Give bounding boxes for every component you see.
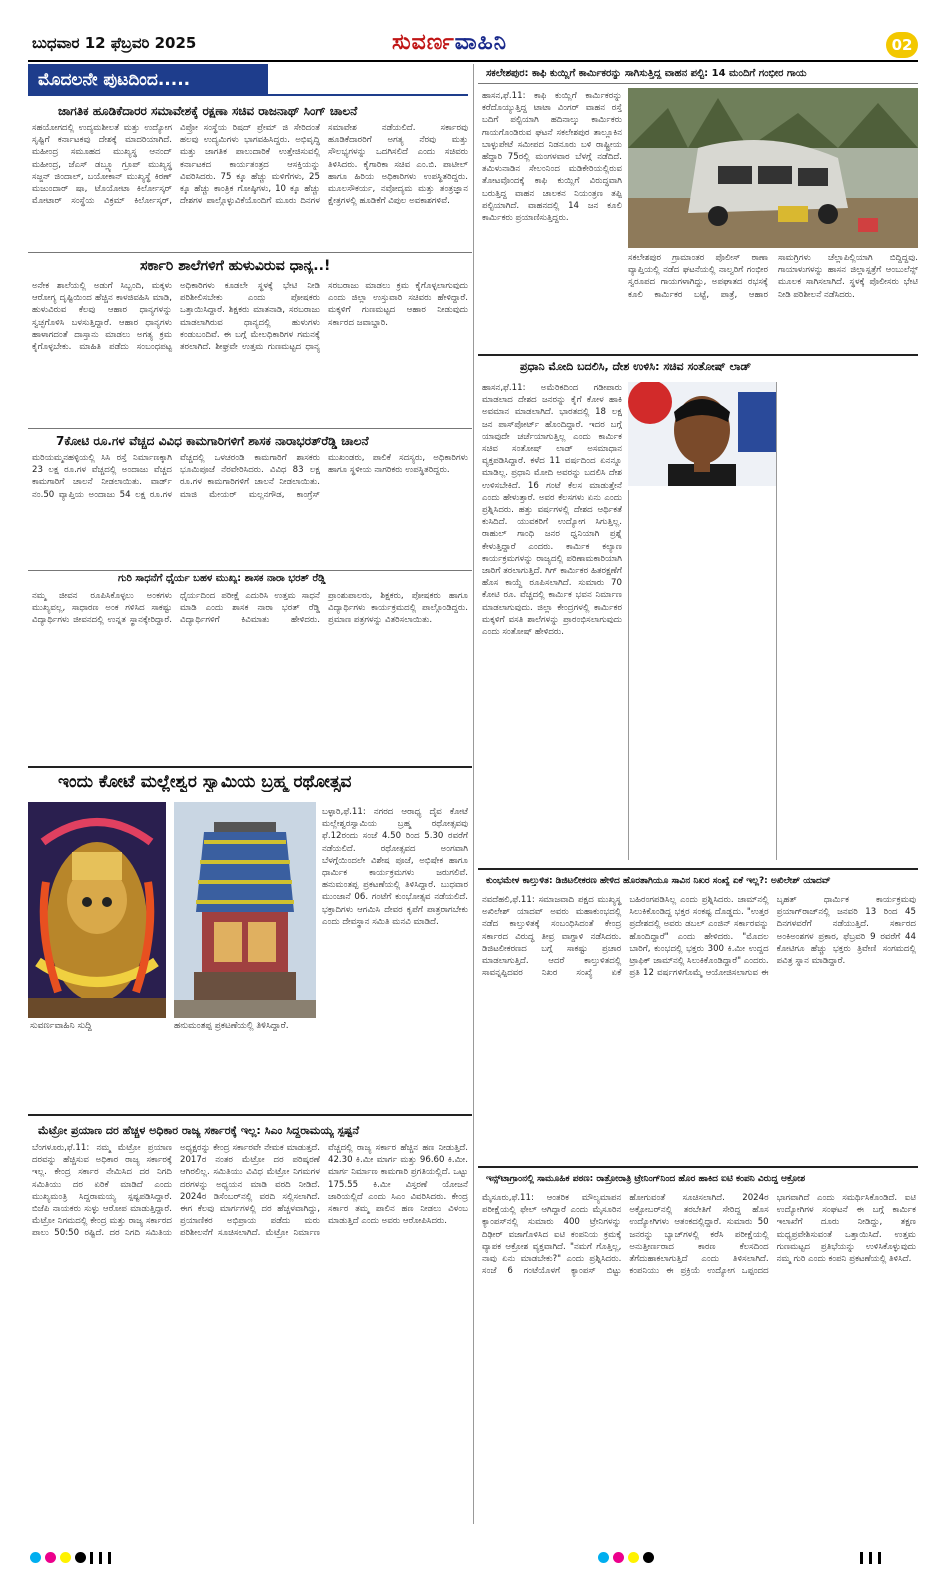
- cyan-dot: [598, 1552, 609, 1563]
- caption-accident: ಸಕಲೇಶಪುರ ಗ್ರಾಮಾಂತರ ಪೊಲೀಸ್ ಠಾಣಾ ವ್ಯಾಪ್ತಿಯಲ್ಲಿ ನಡೆದ ಘಟನೆಯಲ್ಲಿ ನಾಲ್ವರಿಗೆ ಗಂಭೀರ ಸ್ವರೂಪದ ಗಾಯಗಳಾಗಿದ್ದು, ಅಪಘಾತದ ರಭಸಕ್ಕೆ ಕೂಲಿ ಕಾರ್ಮಿಕರ ಬಟ್ಟೆ, ಪಾತ್ರೆ, ಆಹಾರ ಸಾಮಗ್ರಿಗಳು ಚೆಲ್ಲಾಪಿಲ್ಲಿಯಾಗಿ ಬಿದ್ದಿದ್ದವು. ಗಾಯಾಳುಗಳನ್ನು ಹಾಸನ ಜಿಲ್ಲಾಸ್ಪತ್ರೆಗೆ ಆಂಬುಲೆನ್ಸ್ ಮೂಲಕ ಸಾಗಿಸಲಾಗಿದೆ. ಸ್ಥಳಕ್ಕೆ ಪೊಲೀಸರು ಭೇಟಿ ನೀಡಿ ಪರಿಶೀಲನೆ ನಡೆಸಿದರು.: [628, 253, 918, 300]
- divider: [28, 252, 472, 253]
- black-dot: [75, 1552, 86, 1563]
- crop-tick: [108, 1552, 111, 1564]
- headline-kumbh-stampede: ಕುಂಭಮೇಳ ಕಾಲ್ತುಳಿತ: ಡಿಜಿಟಲೀಕರಣ ಹೇಳಿದ ಹೊರತಾಗಿಯೂ ಸಾವಿನ ನಿಖರ ಸಂಖ್ಯೆ ಏಕೆ ಇಲ್ಲ?: ಅಖಿಲೇಶ್ ಯಾದವ್: [486, 876, 831, 886]
- article-santosh-lad: ಹಾಸನ,ಫೆ.11: ಅಮೆರಿಕದಿಂದ ಗಡೀಪಾರು ಮಾಡಲಾದ ದೇಶದ ಜನರನ್ನು ಕೈಗೆ ಕೋಳ ಹಾಕಿ ಅವಮಾನ ಮಾಡಲಾಗಿದೆ. ಭಾರತದಲ್ಲಿ 18 ಲಕ್ಷ ಜನ ಪಾಸ್‌ಪೋರ್ಟ್ ಹೊಂದಿದ್ದಾರೆ. ಇದರ ಬಗ್ಗೆ ಯಾವುದೇ ಚರ್ಚೆಯಾಗುತ್ತಿಲ್ಲ ಎಂದು ಕಾರ್ಮಿಕ ಸಚಿವ ಸಂತೋಷ್ ಲಾಡ್ ಅಸಮಾಧಾನ ವ್ಯಕ್ತಪಡಿಸಿದ್ದಾರೆ. ಕಳೆದ 11 ವರ್ಷದಿಂದ ಏನನ್ನೂ ಮಾಡಿಲ್ಲ. ಪ್ರಧಾನಿ ಮೋದಿ ಅವರನ್ನು ಬದಲಿಸಿ ದೇಶ ಉಳಿಸಬೇಕಿದೆ. 16 ಗಂಟೆ ಕೆಲಸ ಮಾಡುತ್ತೇನೆ ಎಂದು ಹೇಳುತ್ತಾರೆ. ಅವರ ಕೆಲಸಗಳು ಏನು ಎಂದು ಪ್ರಶ್ನಿಸಿದರು. ಹತ್ತು ವರ್ಷಗಳಲ್ಲಿ ದೇಶದ ಆರ್ಥಿಕತೆ ಕುಸಿದಿದೆ. ಯುವಕರಿಗೆ ಉದ್ಯೋಗ ಸಿಗುತ್ತಿಲ್ಲ. ರಾಹುಲ್ ಗಾಂಧಿ ಜನರ ಧ್ವನಿಯಾಗಿ ಪ್ರಶ್ನೆ ಕೇಳುತ್ತಿದ್ದಾರೆ ಎಂದರು. ಕಾರ್ಮಿಕ ಕಲ್ಯಾಣ ಕಾರ್ಯಕ್ರಮಗಳನ್ನು ರಾಜ್ಯದಲ್ಲಿ ಪರಿಣಾಮಕಾರಿಯಾಗಿ ಜಾರಿಗೆ ತರಲಾಗುತ್ತಿದೆ. ಗಿಗ್ ಕಾರ್ಮಿಕರ ಹಿತರಕ್ಷಣೆಗೆ ಹೊಸ ಕಾಯ್ದೆ ರೂಪಿಸಲಾಗಿದೆ. ಸುಮಾರು 70 ಕೋಟಿ ರೂ. ವೆಚ್ಚದಲ್ಲಿ ಕಾರ್ಮಿಕ ಭವನ ನಿರ್ಮಾಣ ಮಾಡಲಾಗುವುದು. ಜಿಲ್ಲಾ ಕೇಂದ್ರಗಳಲ್ಲಿ ಕಾರ್ಮಿಕರ ಮಕ್ಕಳಿಗೆ ವಸತಿ ಶಾಲೆಗಳನ್ನು ಪ್ರಾರಂಭಿಸಲಾಗುವುದು ಎಂದು ಸಂತೋಷ್ ಹೇಳಿದರು.: [482, 383, 622, 638]
- crop-tick: [99, 1552, 102, 1564]
- article-investors-meet: ಸಹಯೋಗದಲ್ಲಿ ಉದ್ಯಮಶೀಲತೆ ಮತ್ತು ಉದ್ಯೋಗ ಸೃಷ್ಟಿಗೆ ಕರ್ನಾಟಕವು ದೇಶಕ್ಕೆ ಮಾದರಿಯಾಗಿದೆ. ಮಹೀಂದ್ರ ಸಮೂಹದ ಮುಖ್ಯಸ್ಥ ಆನಂದ್ ಮಹೀಂದ್ರ, ಜೆಎಸ್ ಡಬ್ಲ್ಯೂ ಗ್ರೂಪ್ ಮುಖ್ಯಸ್ಥ ಸಜ್ಜನ್ ಜಿಂದಾಲ್, ಬಯೋಕಾನ್ ಮುಖ್ಯಸ್ಥೆ ಕಿರಣ್ ಮಜುಂದಾರ್ ಷಾ, ಟೊಯೋಟಾ ಕಿರ್ಲೋಸ್ಕರ್ ಮೋಟಾರ್ ಸಂಸ್ಥೆಯ ವಿಕ್ರಮ್ ಕಿರ್ಲೋಸ್ಕರ್, ವಿಪ್ರೋ ಸಂಸ್ಥೆಯ ರಿಷದ್ ಪ್ರೇಮ್ ಜಿ ಸೇರಿದಂತೆ ಹಲವು ಉದ್ಯಮಿಗಳು ಭಾಗವಹಿಸಿದ್ದರು. ಅಭಿವೃದ್ಧಿ ಮತ್ತು ಜಾಗತಿಕ ಪಾಲುದಾರಿಕೆ ಉತ್ತೇಜಿಸುವಲ್ಲಿ ಕರ್ನಾಟಕದ ಕಾರ್ಯತಂತ್ರದ ಆಸಕ್ತಿಯನ್ನು ವಿವರಿಸಿದರು. 75 ಕ್ಕೂ ಹೆಚ್ಚು ಮಳಿಗೆಗಳು, 25 ಕ್ಕೂ ಹೆಚ್ಚು ಕಾಂತ್ರಿಕ ಗೋಷ್ಠಿಗಳು, 10 ಕ್ಕೂ ಹೆಚ್ಚು ದೇಶಗಳ ಪಾಲ್ಗೊಳ್ಳುವಿಕೆಯೊಂದಿಗೆ ಮೂರು ದಿನಗಳ ಸಮಾವೇಶ ನಡೆಯಲಿದೆ. ಸರ್ಕಾರವು ಹೂಡಿಕೆದಾರರಿಗೆ ಅಗತ್ಯ ನೆರವು ಮತ್ತು ಸೌಲಭ್ಯಗಳನ್ನು ಒದಗಿಸಲಿದೆ ಎಂದು ಸಚಿವರು ತಿಳಿಸಿದರು. ಕೈಗಾರಿಕಾ ಸಚಿವ ಎಂ.ಬಿ. ಪಾಟೀಲ್ ಹಾಗೂ ಹಿರಿಯ ಅಧಿಕಾರಿಗಳು ಉಪಸ್ಥಿತರಿದ್ದರು. ಮೂಲಸೌಕರ್ಯ, ನವೋದ್ಯಮ ಮತ್ತು ತಂತ್ರಜ್ಞಾನ ಕ್ಷೇತ್ರಗಳಲ್ಲಿ ಹೂಡಿಕೆಗೆ ವಿಪುಲ ಅವಕಾಶಗಳಿವೆ.: [32, 123, 468, 207]
- photo-accident: [628, 88, 918, 248]
- logo-left: ಸುವರ್ಣ: [392, 30, 455, 55]
- photo-chariot: [174, 802, 316, 1018]
- article-kumbh-stampede: ನವದೆಹಲಿ,ಫೆ.11: ಸಮಾಜವಾದಿ ಪಕ್ಷದ ಮುಖ್ಯಸ್ಥ ಅಖಿಲೇಶ್ ಯಾದವ್ ಅವರು ಮಹಾಕುಂಭದಲ್ಲಿ ನಡೆದ ಕಾಲ್ತುಳಿತಕ್ಕೆ ಸಂಬಂಧಿಸಿದಂತೆ ಕೇಂದ್ರ ಸರ್ಕಾರದ ವಿರುದ್ಧ ತೀವ್ರ ವಾಗ್ದಾಳಿ ನಡೆಸಿದರು. ಡಿಜಿಟಲೀಕರಣದ ಬಗ್ಗೆ ಸಾಕಷ್ಟು ಪ್ರಚಾರ ಮಾಡಲಾಗುತ್ತಿದೆ. ಆದರೆ ಕಾಲ್ತುಳಿತದಲ್ಲಿ ಸಾವನ್ನಪ್ಪಿದವರ ನಿಖರ ಸಂಖ್ಯೆ ಏಕೆ ಬಹಿರಂಗಪಡಿಸಿಲ್ಲ ಎಂದು ಪ್ರಶ್ನಿಸಿದರು. ಜಾಮ್‌ನಲ್ಲಿ ಸಿಲುಕಿಕೊಂಡಿದ್ದ ಭಕ್ತರ ಸಂಕಷ್ಟ ದೊಡ್ಡದು. "ಉತ್ತರ ಪ್ರದೇಶದಲ್ಲಿ ಅವರು ಡಬಲ್ ಎಂಜಿನ್ ಸರ್ಕಾರವನ್ನು ಹೊಂದಿದ್ದಾರೆ" ಎಂದು ಹೇಳಿದರು. "ಮೊದಲ ಬಾರಿಗೆ, ಕುಂಭದಲ್ಲಿ ಭಕ್ತರು 300 ಕಿ.ಮೀ ಉದ್ದದ ಟ್ರಾಫಿಕ್ ಜಾಮ್‌ನಲ್ಲಿ ಸಿಲುಕಿಕೊಂಡಿದ್ದಾರೆ" ಎಂದರು. ಪ್ರತಿ 12 ವರ್ಷಗಳಿಗೊಮ್ಮೆ ಆಯೋಜಿಸಲಾಗುವ ಈ ಬೃಹತ್ ಧಾರ್ಮಿಕ ಕಾರ್ಯಕ್ರಮವು ಪ್ರಯಾಗ್‌ರಾಜ್‌ನಲ್ಲಿ ಜನವರಿ 13 ರಿಂದ 45 ದಿನಗಳವರೆಗೆ ನಡೆಯುತ್ತಿದೆ. ಸರ್ಕಾರದ ಅಂಕಿಅಂಶಗಳ ಪ್ರಕಾರ, ಫೆಬ್ರವರಿ 9 ರವರೆಗೆ 44 ಕೋಟಿಗೂ ಹೆಚ್ಚು ಭಕ್ತರು ತ್ರಿವೇಣಿ ಸಂಗಮದಲ್ಲಿ ಪವಿತ್ರ ಸ್ನಾನ ಮಾಡಿದ್ದಾರೆ.: [482, 895, 916, 979]
- headline-courage-goal: ಗುರಿ ಸಾಧನೆಗೆ ಧೈರ್ಯ ಬಹಳ ಮುಖ್ಯ: ಶಾಸಕ ನಾರಾ ಭರತ್ ರೆಡ್ಡಿ: [118, 573, 326, 584]
- divider: [478, 354, 918, 356]
- page-number-badge: 02: [886, 32, 918, 58]
- headline-accident: ಸಕಲೇಶಪುರ: ಕಾಫಿ ಕುಯ್ಲಿಗೆ ಕಾರ್ಮಿಕರನ್ನು ಸಾಗಿಸುತ್ತಿದ್ದ ವಾಹನ ಪಲ್ಟಿ: 14 ಮಂದಿಗೆ ಗಂಭೀರ ಗಾಯ: [486, 68, 807, 79]
- column-divider: [776, 382, 777, 860]
- headline-rathotsava: ಇಂದು ಕೋಟೆ ಮಲ್ಲೇಶ್ವರ ಸ್ವಾಮಿಯ ಬ್ರಹ್ಮ ರಥೋತ್ಸವ: [58, 772, 352, 792]
- photo-santosh-lad: [628, 382, 776, 486]
- article-works-inauguration: ಮರಿಯಮ್ಮನಹಳ್ಳಿಯಲ್ಲಿ ಸಿಸಿ ರಸ್ತೆ ನಿರ್ಮಾಣಕ್ಕಾಗಿ 23 ಲಕ್ಷ ರೂ.ಗಳ ವೆಚ್ಚದಲ್ಲಿ ಅಂದಾಜು ವೆಚ್ಚದ ಕಾಮಗಾರಿಗೆ ಚಾಲನೆ ನೀಡಲಾಯಿತು. ವಾರ್ಡ್ ನಂ.50 ವ್ಯಾಪ್ತಿಯ ಅಂದಾಜು 54 ಲಕ್ಷ ರೂ.ಗಳ ವೆಚ್ಚದಲ್ಲಿ ಒಳಚರಂಡಿ ಕಾಮಗಾರಿಗೆ ಶಾಸಕರು ಭೂಮಿಪೂಜೆ ನೆರವೇರಿಸಿದರು. ವಿವಿಧ 83 ಲಕ್ಷ ರೂ.ಗಳ ಕಾಮಗಾರಿಗಳಿಗೆ ಚಾಲನೆ ನೀಡಲಾಯಿತು. ಮಾಜಿ ಮೇಯರ್ ಮಲ್ಲನಗೌಡ, ಕಾಂಗ್ರೆಸ್ ಮುಖಂಡರು, ಪಾಲಿಕೆ ಸದಸ್ಯರು, ಅಧಿಕಾರಿಗಳು ಹಾಗೂ ಸ್ಥಳೀಯ ನಾಗರಿಕರು ಉಪಸ್ಥಿತರಿದ್ದರು.: [32, 453, 468, 500]
- registration-marks-left: [30, 1552, 86, 1563]
- masthead-date: ಬುಧವಾರ 12 ಫೆಬ್ರವರಿ 2025: [32, 34, 197, 52]
- headline-works-inauguration: 7ಕೋಟಿ ರೂ.ಗಳ ವೆಚ್ಚದ ವಿವಿಧ ಕಾಮಗಾರಿಗಳಿಗೆ ಶಾಸಕ ನಾರಾಭರತ್‌ರೆಡ್ಡಿ ಚಾಲನೆ: [56, 434, 369, 448]
- headline-school-grain: ಸರ್ಕಾರಿ ಶಾಲೆಗಳಿಗೆ ಹುಳುವಿರುವ ಧಾನ್ಯ..!: [140, 258, 331, 274]
- divider: [28, 766, 472, 768]
- logo-right: ವಾಹಿನಿ: [454, 30, 508, 55]
- registration-marks-right: [598, 1552, 654, 1563]
- divider: [28, 570, 472, 571]
- column-divider: [628, 490, 629, 860]
- cyan-dot: [30, 1552, 41, 1563]
- magenta-dot: [45, 1552, 56, 1563]
- crop-tick: [869, 1552, 872, 1564]
- magenta-dot: [613, 1552, 624, 1563]
- article-school-grain: ಅನೇಕ ಶಾಲೆಯಲ್ಲಿ ಅಡುಗೆ ಸಿಬ್ಬಂದಿ, ಮಕ್ಕಳು ಆರೋಗ್ಯ ದೃಷ್ಟಿಯಿಂದ ಹೆಚ್ಚಿನ ಕಾಳಜಿವಹಿಸಿ ಮಾಡಿ, ಹುಳುವಿರುವ ಕೆಲವು ಆಹಾರ ಧಾನ್ಯಗಳನ್ನು ಸ್ವಚ್ಛಗೊಳಿಸಿ ಬಳಸುತ್ತಿದ್ದಾರೆ. ಆಹಾರ ಧಾನ್ಯಗಳು ಹಾಳಾಗದಂತೆ ದಾಸ್ತಾನು ಮಾಡಲು ಅಗತ್ಯ ಕ್ರಮ ಕೈಗೊಳ್ಳಬೇಕು. ಮಾಹಿತಿ ಪಡೆದು ಸಂಬಂಧಪಟ್ಟ ಅಧಿಕಾರಿಗಳು ಕೂಡಲೇ ಸ್ಥಳಕ್ಕೆ ಭೇಟಿ ನೀಡಿ ಪರಿಶೀಲಿಸಬೇಕು ಎಂದು ಪೋಷಕರು ಒತ್ತಾಯಿಸಿದ್ದಾರೆ. ಶಿಕ್ಷಕರು ಮಾತನಾಡಿ, ಸರಬರಾಜು ಮಾಡಲಾಗಿರುವ ಧಾನ್ಯದಲ್ಲಿ ಹುಳುಗಳು ಕಂಡುಬಂದಿವೆ. ಈ ಬಗ್ಗೆ ಮೇಲಧಿಕಾರಿಗಳ ಗಮನಕ್ಕೆ ತರಲಾಗಿದೆ. ಶೀಘ್ರವೇ ಉತ್ತಮ ಗುಣಮಟ್ಟದ ಧಾನ್ಯ ಸರಬರಾಜು ಮಾಡಲು ಕ್ರಮ ಕೈಗೊಳ್ಳಲಾಗುವುದು ಎಂದು ಜಿಲ್ಲಾ ಉಸ್ತುವಾರಿ ಸಚಿವರು ಹೇಳಿದ್ದಾರೆ. ಮಕ್ಕಳಿಗೆ ಗುಣಮಟ್ಟದ ಆಹಾರ ನೀಡುವುದು ಸರ್ಕಾರದ ಜವಾಬ್ದಾರಿ.: [32, 281, 468, 353]
- photo-deity: [28, 802, 166, 1018]
- section-banner: ಮೊದಲನೇ ಪುಟದಿಂದ.....: [28, 64, 268, 96]
- crop-tick: [90, 1552, 93, 1564]
- article-metro-fare: ಬೆಂಗಳೂರು,ಫೆ.11: ನಮ್ಮ ಮೆಟ್ರೋ ಪ್ರಯಾಣ ದರವನ್ನು ಹೆಚ್ಚಿಸುವ ಅಧಿಕಾರ ರಾಜ್ಯ ಸರ್ಕಾರಕ್ಕೆ ಇಲ್ಲ. ಕೇಂದ್ರ ಸರ್ಕಾರ ನೇಮಿಸಿದ ದರ ನಿಗದಿ ಸಮಿತಿಯು ದರ ಏರಿಕೆ ಮಾಡಿದೆ ಎಂದು ಮುಖ್ಯಮಂತ್ರಿ ಸಿದ್ದರಾಮಯ್ಯ ಸ್ಪಷ್ಟಪಡಿಸಿದ್ದಾರೆ. ಬಿಜೆಪಿ ನಾಯಕರು ಸುಳ್ಳು ಆರೋಪ ಮಾಡುತ್ತಿದ್ದಾರೆ. ಮೆಟ್ರೋ ನಿಗಮದಲ್ಲಿ ಕೇಂದ್ರ ಮತ್ತು ರಾಜ್ಯ ಸರ್ಕಾರದ ಪಾಲು 50:50 ರಷ್ಟಿದೆ. ದರ ನಿಗದಿ ಸಮಿತಿಯ ಅಧ್ಯಕ್ಷರನ್ನು ಕೇಂದ್ರ ಸರ್ಕಾರವೇ ನೇಮಕ ಮಾಡುತ್ತದೆ. 2017ರ ನಂತರ ಮೆಟ್ರೋ ದರ ಪರಿಷ್ಕರಣೆ ಆಗಿರಲಿಲ್ಲ. ಸಮಿತಿಯು ವಿವಿಧ ಮೆಟ್ರೋ ನಿಗಮಗಳ ದರಗಳನ್ನು ಅಧ್ಯಯನ ಮಾಡಿ ವರದಿ ನೀಡಿದೆ. 2024ರ ಡಿಸೆಂಬರ್‌ನಲ್ಲಿ ವರದಿ ಸಲ್ಲಿಸಲಾಗಿದೆ. ಈಗ ಕೆಲವು ಮಾರ್ಗಗಳಲ್ಲಿ ದರ ಹೆಚ್ಚಳವಾಗಿದ್ದು, ಪ್ರಯಾಣಿಕರ ಅಭಿಪ್ರಾಯ ಪಡೆದು ಮರು ಪರಿಶೀಲನೆಗೆ ಸೂಚಿಸಲಾಗಿದೆ. ಮೆಟ್ರೋ ನಿರ್ಮಾಣ ವೆಚ್ಚದಲ್ಲಿ ರಾಜ್ಯ ಸರ್ಕಾರ ಹೆಚ್ಚಿನ ಹಣ ನೀಡುತ್ತಿದೆ. 42.30 ಕಿ.ಮೀ ಮಾರ್ಗ ಮತ್ತು 96.60 ಕಿ.ಮೀ. ಮಾರ್ಗ ನಿರ್ಮಾಣ ಕಾಮಗಾರಿ ಪ್ರಗತಿಯಲ್ಲಿದೆ. ಒಟ್ಟು 175.55 ಕಿ.ಮೀ ವಿಸ್ತರಣೆ ಯೋಜನೆ ಜಾರಿಯಲ್ಲಿದೆ ಎಂದು ಸಿಎಂ ವಿವರಿಸಿದರು. ಕೇಂದ್ರ ಸರ್ಕಾರ ತಮ್ಮ ಪಾಲಿನ ಹಣ ನೀಡಲು ವಿಳಂಬ ಮಾಡುತ್ತಿದೆ ಎಂದು ಅವರು ಆರೋಪಿಸಿದರು.: [32, 1143, 468, 1239]
- column-divider: [473, 64, 474, 1524]
- headline-santosh-lad: ಪ್ರಧಾನಿ ಮೋದಿ ಬದಲಿಸಿ, ದೇಶ ಉಳಿಸಿ: ಸಚಿವ ಸಂತೋಷ್ ಲಾಡ್: [520, 360, 752, 373]
- article-accident: ಹಾಸನ,ಫೆ.11: ಕಾಫಿ ಕುಯ್ಲಿಗೆ ಕಾರ್ಮಿಕರನ್ನು ಕರೆದೊಯ್ಯುತ್ತಿದ್ದ ಟಾಟಾ ವಿಂಗರ್ ವಾಹನ ರಸ್ತೆ ಬದಿಗೆ ಪಲ್ಟಿಯಾಗಿ ಹದಿನಾಲ್ಕು ಕಾರ್ಮಿಕರು ಗಾಯಗೊಂಡಿರುವ ಘಟನೆ ಸಕಲೇಶಪುರ ತಾಲ್ಲೂಕಿನ ಬಾಳ್ಳುಪೇಟೆ ಸಮೀಪದ ನಿಡನೂರು ಬಳಿ ರಾಷ್ಟ್ರೀಯ ಹೆದ್ದಾರಿ 75ರಲ್ಲಿ ಮಂಗಳವಾರ ಬೆಳಗ್ಗೆ ನಡೆದಿದೆ. ತಮಿಳುನಾಡಿನ ಸೇಲಂನಿಂದ ಮಡಿಕೇರಿಯಲ್ಲಿರುವ ತೋಟವೊಂದಕ್ಕೆ ಕಾಫಿ ಕುಯ್ಲಿಗೆ ವಿರುದ್ಧವಾಗಿ ಬರುತ್ತಿದ್ದ ವಾಹನ ಚಾಲಕನ ನಿಯಂತ್ರಣ ತಪ್ಪಿ ಪಲ್ಟಿಯಾಗಿದೆ. ವಾಹನದಲ್ಲಿ 14 ಜನ ಕೂಲಿ ಕಾರ್ಮಿಕರು ಪ್ರಯಾಣಿಸುತ್ತಿದ್ದರು.: [482, 91, 622, 224]
- masthead-rule: [28, 60, 918, 62]
- headline-metro-fare: ಮೆಟ್ರೋ ಪ್ರಯಾಣ ದರ ಹೆಚ್ಚಳ ಅಧಿಕಾರ ರಾಜ್ಯ ಸರ್ಕಾರಕ್ಕೆ ಇಲ್ಲ: ಸಿಎಂ ಸಿದ್ದರಾಮಯ್ಯ ಸ್ಪಷ್ಟನೆ: [38, 1124, 360, 1137]
- divider: [478, 83, 918, 84]
- divider: [28, 428, 472, 429]
- banner-underline: [268, 94, 468, 96]
- black-dot: [643, 1552, 654, 1563]
- crop-tick: [860, 1552, 863, 1564]
- headline-investors-meet: ಜಾಗತಿಕ ಹೂಡಿಕೆದಾರರ ಸಮಾವೇಶಕ್ಕೆ ರಕ್ಷಣಾ ಸಚಿವ ರಾಜನಾಥ್ ಸಿಂಗ್ ಚಾಲನೆ: [58, 104, 358, 118]
- newspaper-logo: [392, 30, 507, 55]
- yellow-dot: [60, 1552, 71, 1563]
- headline-it-trainees: ಇನ್ಸ್‌ಟಾಗ್ರಾಂನಲ್ಲಿ ಸಾಮೂಹಿಕ ಪಠಣ: ರಾತ್ರೋರಾತ್ರಿ ಟ್ರೇನಿಂಗ್‌ನಿಂದ ಹೊರ ಹಾಕಿದ ಐಟಿ ಕಂಪನಿ ವಿರುದ್ಧ ಆಕ್ರೋಶ: [486, 1174, 806, 1184]
- article-it-trainees: ಮೈಸೂರು,ಫೆ.11: ಆಂತರಿಕ ಮೌಲ್ಯಮಾಪನ ಪರೀಕ್ಷೆಯಲ್ಲಿ ಫೇಲ್ ಆಗಿದ್ದಾರೆ ಎಂದು ಮೈಸೂರಿನ ಕ್ಯಾಂಪಸ್‌ನಲ್ಲಿ ಸುಮಾರು 400 ಟ್ರೇನಿಗಳನ್ನು ದಿಢೀರ್ ವಜಾಗೊಳಿಸಿದ ಐಟಿ ಕಂಪನಿಯ ಕ್ರಮಕ್ಕೆ ವ್ಯಾಪಕ ಆಕ್ರೋಶ ವ್ಯಕ್ತವಾಗಿದೆ. "ನಮಗೆ ಗೊತ್ತಿಲ್ಲ, ನಾವು ಏನು ಮಾಡಬೇಕು?" ಎಂದು ಪ್ರಶ್ನಿಸಿದರು. ಸಂಜೆ 6 ಗಂಟೆಯೊಳಗೆ ಕ್ಯಾಂಪಸ್ ಬಿಟ್ಟು ಹೋಗುವಂತೆ ಸೂಚಿಸಲಾಗಿದೆ. 2024ರ ಅಕ್ಟೋಬರ್‌ನಲ್ಲಿ ತರಬೇತಿಗೆ ಸೇರಿದ್ದ ಹೊಸ ಉದ್ಯೋಗಿಗಳು ಆತಂಕದಲ್ಲಿದ್ದಾರೆ. ಸುಮಾರು 50 ಜನರನ್ನು ಬ್ಯಾಚ್‌ಗಳಲ್ಲಿ ಕರೆಸಿ ಪರೀಕ್ಷೆಯಲ್ಲಿ ಅನುತ್ತೀರ್ಣರಾದ ಕಾರಣ ಕೆಲಸದಿಂದ ತೆಗೆದುಹಾಕಲಾಗುತ್ತಿದೆ ಎಂದು ತಿಳಿಸಲಾಗಿದೆ. ಕಂಪನಿಯು ಈ ಪ್ರಕ್ರಿಯೆ ಉದ್ಯೋಗ ಒಪ್ಪಂದದ ಭಾಗವಾಗಿದೆ ಎಂದು ಸಮರ್ಥಿಸಿಕೊಂಡಿದೆ. ಐಟಿ ಉದ್ಯೋಗಿಗಳ ಸಂಘಟನೆ ಈ ಬಗ್ಗೆ ಕಾರ್ಮಿಕ ಇಲಾಖೆಗೆ ದೂರು ನೀಡಿದ್ದು, ತಕ್ಷಣ ಮಧ್ಯಪ್ರವೇಶಿಸುವಂತೆ ಒತ್ತಾಯಿಸಿದೆ. ಉತ್ತಮ ಗುಣಮಟ್ಟದ ಪ್ರತಿಭೆಯನ್ನು ಉಳಿಸಿಕೊಳ್ಳುವುದು ನಮ್ಮ ಗುರಿ ಎಂದು ಕಂಪನಿ ಪ್ರಕಟಣೆಯಲ್ಲಿ ತಿಳಿಸಿದೆ.: [482, 1193, 916, 1277]
- crop-tick: [878, 1552, 881, 1564]
- divider: [28, 1114, 472, 1116]
- divider: [478, 1166, 918, 1168]
- caption-deity: ಸುವರ್ಣವಾಹಿನಿ ಸುದ್ದಿ: [30, 1021, 92, 1031]
- caption-chariot: ಹನುಮಂತಪ್ಪ ಪ್ರಕಟಣೆಯಲ್ಲಿ ತಿಳಿಸಿದ್ದಾರೆ.: [174, 1021, 289, 1031]
- divider: [478, 868, 918, 870]
- article-courage-goal: ನಮ್ಮ ಜೀವನ ರೂಪಿಸಿಕೊಳ್ಳಲು ಅಂಕಗಳು ಮುಖ್ಯವಲ್ಲ, ಸಾಧಾರಣ ಅಂಕ ಗಳಿಸಿದ ಸಾಕಷ್ಟು ವಿದ್ಯಾರ್ಥಿಗಳು ಜೀವನದಲ್ಲಿ ಉನ್ನತ ಸ್ಥಾನಕ್ಕೇರಿದ್ದಾರೆ. ಧೈರ್ಯದಿಂದ ಪರೀಕ್ಷೆ ಎದುರಿಸಿ ಉತ್ತಮ ಸಾಧನೆ ಮಾಡಿ ಎಂದು ಶಾಸಕ ನಾರಾ ಭರತ್ ರೆಡ್ಡಿ ವಿದ್ಯಾರ್ಥಿಗಳಿಗೆ ಕಿವಿಮಾತು ಹೇಳಿದರು. ಪ್ರಾಂಶುಪಾಲರು, ಶಿಕ್ಷಕರು, ಪೋಷಕರು ಹಾಗೂ ವಿದ್ಯಾರ್ಥಿಗಳು ಕಾರ್ಯಕ್ರಮದಲ್ಲಿ ಪಾಲ್ಗೊಂಡಿದ್ದರು. ಪ್ರಮಾಣ ಪತ್ರಗಳನ್ನು ವಿತರಿಸಲಾಯಿತು.: [32, 591, 468, 626]
- yellow-dot: [628, 1552, 639, 1563]
- crop-ticks-right: [860, 1552, 881, 1564]
- article-rathotsava: ಬಳ್ಳಾರಿ,ಫೆ.11: ನಗರದ ಆರಾಧ್ಯ ದೈವ ಕೋಟೆ ಮಲ್ಲೇಶ್ವರಸ್ವಾಮಿಯ ಬ್ರಹ್ಮ ರಥೋತ್ಸವವು ಫೆ.12ರಂದು ಸಂಜೆ 4.50 ರಿಂದ 5.30 ರವರೆಗೆ ನಡೆಯಲಿದೆ. ರಥೋತ್ಸವದ ಅಂಗವಾಗಿ ಬೆಳಗ್ಗೆಯಿಂದಲೇ ವಿಶೇಷ ಪೂಜೆ, ಅಭಿಷೇಕ ಹಾಗೂ ಧಾರ್ಮಿಕ ಕಾರ್ಯಕ್ರಮಗಳು ಜರುಗಲಿವೆ. ಹನುಮಂತಪ್ಪ ಪ್ರಕಟಣೆಯಲ್ಲಿ ತಿಳಿಸಿದ್ದಾರೆ. ಬುಧವಾರ ಮುಂಜಾನೆ 06. ಗಂಟೆಗೆ ಕುಂಭೋತ್ಸವ ನಡೆಯಲಿದೆ. ಭಕ್ತಾದಿಗಳು ಆಗಮಿಸಿ ದೇವರ ಕೃಪೆಗೆ ಪಾತ್ರರಾಗಬೇಕು ಎಂದು ದೇವಸ್ಥಾನ ಸಮಿತಿ ಮನವಿ ಮಾಡಿದೆ.: [322, 807, 468, 927]
- crop-ticks-left: [90, 1552, 111, 1564]
